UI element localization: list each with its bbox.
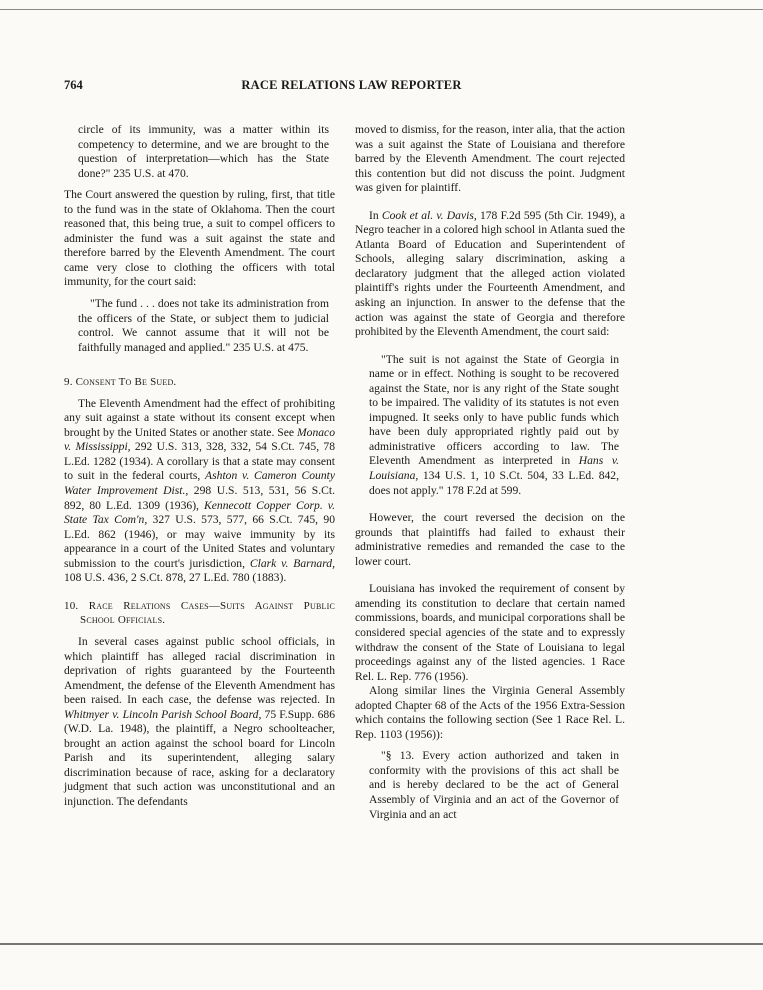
text-run: 292 U.S. 313, 328, 332, 54 S.Ct. 745, 78 L.Ed. 1282 (1934). A corollary is that a state may consent to suit in the federal courts, <box>64 440 335 483</box>
section-9-paragraph <box>64 397 335 586</box>
case-citation: Hans v. Louisiana, <box>369 454 620 483</box>
running-head <box>64 78 639 96</box>
text-run: 134 U.S. 1, 10 S.Ct. 504, 33 L.Ed. 842, does not apply." 178 F.2d at 599. <box>369 469 619 497</box>
page-number: 764 <box>64 78 83 92</box>
text-run: "The suit is not against the State of Georgia in name or in effect. Nothing is sought to be recovered against the State, nor is any right of the State sought to be impaired. The validity of its statutes is not even impugned. It seeks only to have public funds which have been duly appropriated rightly paid out by administrative officers according to law. The Eleventh Amendment as interpreted in <box>369 352 619 468</box>
case-citation: Kennecott Copper Corp. v. State Tax Com'n, <box>64 498 335 527</box>
text-run: 108 U.S. 436, 2 S.Ct. 878, 27 L.Ed. 780 (1883). <box>64 571 287 585</box>
however-paragraph: However, the court reversed the decision on the grounds that plaintiffs had failed to exhaust their administrative remedies and remanded the case to the lower court. <box>355 511 625 568</box>
section-13-quote <box>355 749 625 822</box>
block-quote-text: "The fund . . . does not take its administration from the officers of the State, or subject them to judicial control. We cannot assume that it will not be faithfully managed and applied." 235 U.S. at 475. <box>78 297 329 354</box>
text-run: 298 U.S. 513, 531, 56 S.Ct. 892, 80 L.Ed. 1309 (1936), <box>64 484 335 512</box>
section-9-heading: 9. Consent To Be Sued. <box>64 376 177 389</box>
section-10-paragraph <box>64 635 335 810</box>
bottom-rule <box>0 943 763 945</box>
text-run: The Eleventh Amendment had the effect of prohibiting any suit against a state without its consent except when brought by the United States or another state. See <box>64 396 335 439</box>
text-run: 327 U.S. 573, 577, 66 S.Ct. 745, 90 L.Ed. 862 (1946), or may waive immunity by its appearance in a court of the United States and voluntary submission to the court's jurisdiction, <box>64 513 335 570</box>
journal-title: RACE RELATIONS LAW REPORTER <box>241 78 462 92</box>
case-citation: Monaco v. Mississippi, <box>64 425 335 454</box>
virginia-paragraph: Along similar lines the Virginia General Assembly adopted Chapter 68 of the Acts of the 1956 Extra-Session which contains the following section (See 1 Race Rel. L. Rep. 1103 (1956)): <box>355 684 625 741</box>
paragraph-continuation: moved to dismiss, for the reason, inter alia, that the action was a suit against the State of Louisiana and therefore barred by the Eleventh Amendment. The court rejected this contention but did not discuss the point. Judgment was given for plaintiff. <box>355 123 625 195</box>
section-10-heading: 10. Race Relations Cases—Suits Against Public School Officials. <box>64 599 335 627</box>
left-column <box>64 123 335 810</box>
text-run: In <box>369 208 382 222</box>
top-rule <box>0 9 763 10</box>
text-run: 178 F.2d 595 (5th Cir. 1949), a Negro teacher in a colored high school in Atlanta sued the Atlanta Board of Education and Superintendent of Schools, alleging salary discrimination, asking a declaratory judgment that the alleged action violated plaintiff's rights under the Fourteenth Amendment, and asking an injunction. In answer to the defense that the action was against the state of Georgia and therefore prohibited by the Eleventh Amendment, the court said: <box>355 208 625 339</box>
cook-paragraph <box>355 209 625 340</box>
cook-quote <box>355 353 625 498</box>
block-quote <box>64 297 335 355</box>
case-citation: Whitmyer v. Lincoln Parish School Board, <box>64 707 262 721</box>
text-run: In several cases against public school officials, in which plaintiff has alleged racial discrimination in deprivation of rights guaranteed by the Fourteenth Amendment, the defense of the Eleventh Amendment has been raised. In each case, the defense was rejected. In <box>64 634 335 707</box>
text-run: 75 F.Supp. 686 (W.D. La. 1948), the plaintiff, a Negro schoolteacher, brought an action against the school board for Lincoln Parish and its superintendent, alleging salary discrimination because of race, asking for a declaratory judgment that such action was unconstitutional and an injunction. The defendants <box>64 707 335 808</box>
paragraph: The Court answered the question by ruling, first, that title to the fund was in the state of Oklahoma. Then the court reasoned that, this being true, a suit to compel officers to administer the fund was a suit against the state and therefore barred by the Eleventh Amendment. The court came very close to clothing the officers with total immunity, for the court said: <box>64 188 335 289</box>
case-citation: Clark v. Barnard, <box>249 556 335 570</box>
right-column <box>355 123 625 822</box>
quote-continuation: circle of its immunity, was a matter within its competency to determine, and we are brought to the question of interpretation—which has the State done?" 235 U.S. at 470. <box>78 123 329 180</box>
case-citation: Ashton v. Cameron County Water Improvement Dist., <box>64 469 335 498</box>
louisiana-paragraph: Louisiana has invoked the requirement of consent by amending its constitution to declare that certain named commissions, boards, and municipal corporations shall be considered special agencies of the state and to expressly withdraw the consent of the State of Louisiana to legal proceedings against any of the listed agencies. 1 Race Rel. L. Rep. 776 (1956). <box>355 582 625 683</box>
block-quote-text: "§ 13. Every action authorized and taken in conformity with the provisions of this act shall be and is hereby declared to be the act of General Assembly of Virginia and an act of the Governor of Virginia and an act <box>369 749 619 821</box>
case-citation: Cook et al. v. Davis, <box>381 208 477 222</box>
